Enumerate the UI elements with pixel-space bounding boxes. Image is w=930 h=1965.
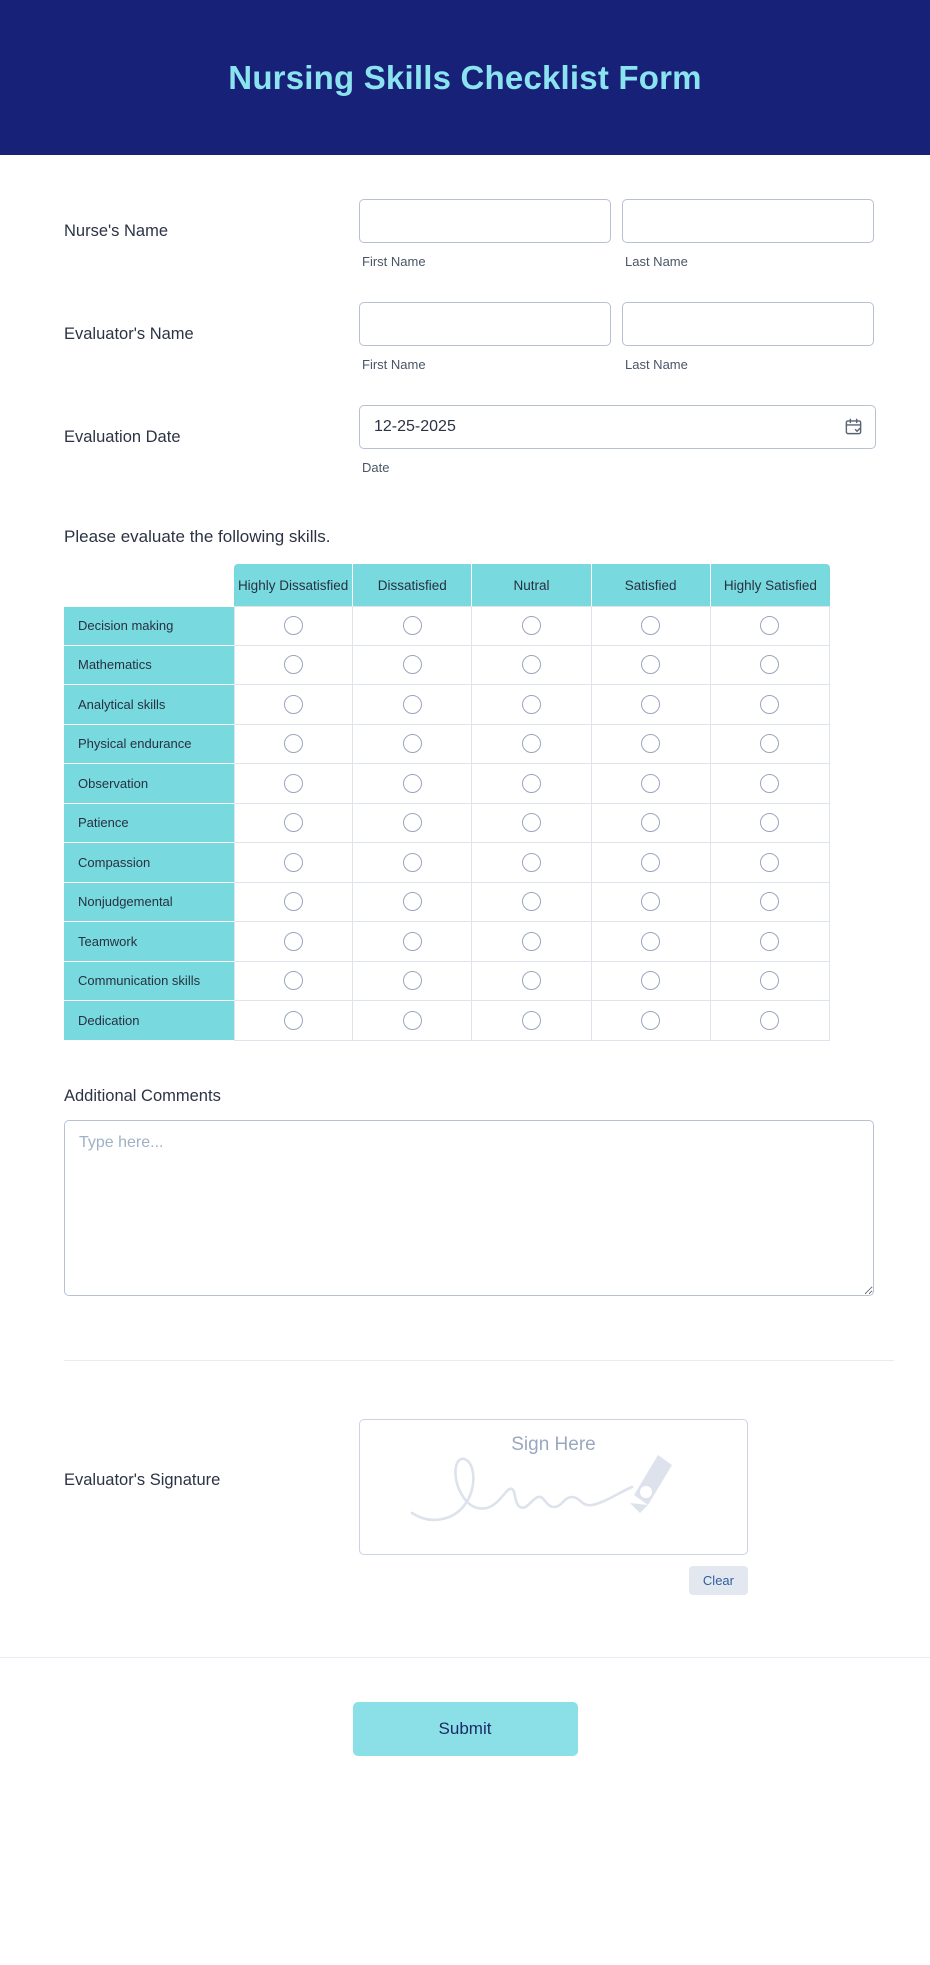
signature-row (0, 1419, 930, 1595)
date-input-wrapper (359, 405, 876, 449)
nurse-last-name-group (622, 199, 874, 269)
radio-button[interactable] (760, 892, 779, 911)
evaluation-date-caption: Date (362, 460, 390, 475)
radio-button[interactable] (641, 616, 660, 635)
radio-button[interactable] (403, 892, 422, 911)
radio-button[interactable] (403, 695, 422, 714)
matrix-wrapper (0, 564, 930, 1041)
additional-comments-label: Additional Comments (64, 1086, 221, 1105)
radio-button[interactable] (522, 734, 541, 753)
radio-button[interactable] (522, 1011, 541, 1030)
page-title: Nursing Skills Checklist Form (228, 58, 702, 96)
matrix-row-label: Analytical skills (64, 685, 234, 725)
matrix-radio-cell[interactable] (592, 922, 711, 962)
matrix-row-label: Dedication (64, 1001, 234, 1041)
radio-button[interactable] (641, 655, 660, 674)
matrix-radio-cell[interactable] (711, 804, 830, 844)
matrix-head (64, 564, 830, 606)
evaluator-first-name-group (359, 302, 611, 372)
radio-button[interactable] (403, 853, 422, 872)
radio-button[interactable] (522, 774, 541, 793)
radio-button[interactable] (403, 616, 422, 635)
matrix-body (64, 606, 830, 1041)
clear-signature-button[interactable]: Clear (689, 1566, 748, 1595)
matrix-radio-cell[interactable] (711, 962, 830, 1002)
evaluator-last-name-input[interactable] (622, 302, 874, 346)
matrix-row-label: Physical endurance (64, 725, 234, 765)
matrix-radio-cell[interactable] (592, 764, 711, 804)
radio-button[interactable] (284, 892, 303, 911)
radio-button[interactable] (284, 695, 303, 714)
radio-button[interactable] (403, 774, 422, 793)
additional-comments-textarea[interactable] (64, 1120, 874, 1296)
matrix-radio-cell[interactable] (711, 764, 830, 804)
matrix-radio-cell[interactable] (472, 725, 591, 765)
radio-button[interactable] (641, 1011, 660, 1030)
matrix-row (64, 606, 830, 646)
matrix-radio-cell[interactable] (353, 922, 472, 962)
radio-button[interactable] (403, 1011, 422, 1030)
matrix-radio-cell[interactable] (234, 843, 353, 883)
matrix-radio-cell[interactable] (711, 883, 830, 923)
radio-button[interactable] (760, 932, 779, 951)
matrix-radio-cell[interactable] (234, 883, 353, 923)
matrix-row (64, 685, 830, 725)
matrix-radio-cell[interactable] (472, 606, 591, 646)
field-row-evaluation-date (0, 405, 930, 475)
matrix-row (64, 843, 830, 883)
matrix-radio-cell[interactable] (472, 804, 591, 844)
matrix-radio-cell[interactable] (353, 883, 472, 923)
matrix-radio-cell[interactable] (592, 606, 711, 646)
matrix-radio-cell[interactable] (353, 646, 472, 686)
radio-button[interactable] (641, 774, 660, 793)
matrix-radio-cell[interactable] (234, 606, 353, 646)
radio-button[interactable] (760, 695, 779, 714)
nurse-first-name-input[interactable] (359, 199, 611, 243)
matrix-radio-cell[interactable] (353, 606, 472, 646)
matrix-row-label: Communication skills (64, 962, 234, 1002)
matrix-col-header: Highly Satisfied (711, 564, 830, 606)
nurse-name-controls (359, 199, 894, 269)
form-header (0, 0, 930, 155)
matrix-radio-cell[interactable] (592, 962, 711, 1002)
sign-here-hint: Sign Here (511, 1433, 596, 1455)
matrix-radio-cell[interactable] (234, 804, 353, 844)
matrix-col-header: Highly Dissatisfied (234, 564, 353, 606)
evaluator-first-name-input[interactable] (359, 302, 611, 346)
matrix-radio-cell[interactable] (592, 883, 711, 923)
radio-button[interactable] (522, 971, 541, 990)
matrix-radio-cell[interactable] (472, 685, 591, 725)
radio-button[interactable] (522, 695, 541, 714)
radio-button[interactable] (522, 813, 541, 832)
matrix-radio-cell[interactable] (234, 646, 353, 686)
matrix-radio-cell[interactable] (472, 1001, 591, 1041)
matrix-radio-cell[interactable] (711, 606, 830, 646)
evaluator-last-name-caption: Last Name (625, 357, 688, 372)
radio-button[interactable] (284, 853, 303, 872)
radio-button[interactable] (760, 813, 779, 832)
matrix-radio-cell[interactable] (353, 685, 472, 725)
matrix-col-header: Satisfied (592, 564, 711, 606)
matrix-intro-text: Please evaluate the following skills. (64, 527, 331, 546)
radio-button[interactable] (522, 932, 541, 951)
matrix-radio-cell[interactable] (234, 922, 353, 962)
matrix-row (64, 883, 830, 923)
nurse-first-name-group (359, 199, 611, 269)
radio-button[interactable] (522, 853, 541, 872)
matrix-row (64, 962, 830, 1002)
matrix-row (64, 1001, 830, 1041)
section-divider (64, 1360, 894, 1361)
matrix-row (64, 646, 830, 686)
pen-nib-icon (630, 1455, 672, 1513)
matrix-radio-cell[interactable] (472, 922, 591, 962)
matrix-radio-cell[interactable] (472, 843, 591, 883)
radio-button[interactable] (522, 616, 541, 635)
field-row-evaluator-name (0, 302, 930, 372)
matrix-radio-cell[interactable] (711, 646, 830, 686)
radio-button[interactable] (760, 734, 779, 753)
matrix-radio-cell[interactable] (234, 1001, 353, 1041)
matrix-radio-cell[interactable] (592, 843, 711, 883)
radio-button[interactable] (403, 813, 422, 832)
radio-button[interactable] (641, 932, 660, 951)
evaluation-date-label: Evaluation Date (64, 428, 181, 446)
matrix-radio-cell[interactable] (592, 685, 711, 725)
radio-button[interactable] (284, 971, 303, 990)
evaluation-date-controls (359, 405, 894, 475)
submit-button[interactable]: Submit (353, 1702, 578, 1756)
radio-button[interactable] (760, 1011, 779, 1030)
radio-button[interactable] (284, 1011, 303, 1030)
radio-button[interactable] (641, 853, 660, 872)
matrix-radio-cell[interactable] (592, 725, 711, 765)
matrix-radio-cell[interactable] (472, 883, 591, 923)
radio-button[interactable] (284, 616, 303, 635)
evaluator-name-controls (359, 302, 894, 372)
evaluator-first-name-caption: First Name (362, 357, 426, 372)
evaluation-date-input[interactable] (359, 405, 876, 449)
matrix-row (64, 725, 830, 765)
radio-button[interactable] (403, 655, 422, 674)
radio-button[interactable] (403, 734, 422, 753)
radio-button[interactable] (760, 655, 779, 674)
matrix-row-label: Mathematics (64, 646, 234, 686)
additional-comments-block (0, 1087, 930, 1296)
radio-button[interactable] (760, 616, 779, 635)
signature-squiggle-icon (404, 1441, 704, 1533)
radio-button[interactable] (522, 892, 541, 911)
matrix-col-header: Nutral (472, 564, 591, 606)
matrix-radio-cell[interactable] (234, 962, 353, 1002)
evaluator-last-name-group (622, 302, 874, 372)
radio-button[interactable] (760, 774, 779, 793)
radio-button[interactable] (284, 813, 303, 832)
matrix-col-header: Dissatisfied (353, 564, 472, 606)
nurse-last-name-caption: Last Name (625, 254, 688, 269)
nurse-first-name-caption: First Name (362, 254, 426, 269)
matrix-radio-cell[interactable] (592, 646, 711, 686)
matrix-radio-cell[interactable] (472, 646, 591, 686)
radio-button[interactable] (522, 655, 541, 674)
matrix-radio-cell[interactable] (711, 685, 830, 725)
evaluation-date-group (359, 405, 876, 475)
matrix-radio-cell[interactable] (592, 804, 711, 844)
radio-button[interactable] (641, 971, 660, 990)
matrix-radio-cell[interactable] (353, 962, 472, 1002)
radio-button[interactable] (403, 932, 422, 951)
matrix-radio-cell[interactable] (353, 725, 472, 765)
radio-button[interactable] (284, 734, 303, 753)
evaluator-name-label: Evaluator's Name (64, 325, 194, 343)
matrix-radio-cell[interactable] (353, 804, 472, 844)
matrix-row-label: Teamwork (64, 922, 234, 962)
radio-button[interactable] (284, 655, 303, 674)
matrix-radio-cell[interactable] (353, 1001, 472, 1041)
matrix-row (64, 804, 830, 844)
skills-matrix-table (64, 564, 830, 1041)
radio-button[interactable] (641, 734, 660, 753)
radio-button[interactable] (641, 813, 660, 832)
radio-button[interactable] (284, 774, 303, 793)
radio-button[interactable] (641, 892, 660, 911)
radio-button[interactable] (760, 971, 779, 990)
matrix-radio-cell[interactable] (711, 725, 830, 765)
nurse-last-name-input[interactable] (622, 199, 874, 243)
signature-graphic (360, 1441, 747, 1533)
matrix-radio-cell[interactable] (353, 843, 472, 883)
matrix-row-label: Decision making (64, 606, 234, 646)
matrix-radio-cell[interactable] (472, 962, 591, 1002)
submit-row (0, 1658, 930, 1816)
matrix-radio-cell[interactable] (234, 764, 353, 804)
matrix-corner-cell (64, 564, 234, 606)
nurse-name-label: Nurse's Name (64, 222, 169, 240)
radio-button[interactable] (641, 695, 660, 714)
matrix-radio-cell[interactable] (234, 725, 353, 765)
radio-button[interactable] (403, 971, 422, 990)
matrix-row-label: Patience (64, 804, 234, 844)
signature-pad[interactable] (359, 1419, 748, 1555)
field-row-nurse-name (0, 199, 930, 269)
matrix-radio-cell[interactable] (592, 1001, 711, 1041)
matrix-radio-cell[interactable] (711, 843, 830, 883)
matrix-radio-cell[interactable] (711, 1001, 830, 1041)
matrix-row-label: Observation (64, 764, 234, 804)
matrix-row-label: Nonjudgemental (64, 883, 234, 923)
matrix-radio-cell[interactable] (353, 764, 472, 804)
matrix-row (64, 922, 830, 962)
matrix-row (64, 764, 830, 804)
form-body (0, 199, 930, 1816)
signature-label: Evaluator's Signature (64, 1470, 221, 1489)
matrix-radio-cell[interactable] (711, 922, 830, 962)
matrix-radio-cell[interactable] (234, 685, 353, 725)
matrix-row-label: Compassion (64, 843, 234, 883)
radio-button[interactable] (760, 853, 779, 872)
radio-button[interactable] (284, 932, 303, 951)
matrix-radio-cell[interactable] (472, 764, 591, 804)
matrix-header-row (64, 564, 830, 606)
signature-column (359, 1419, 748, 1595)
